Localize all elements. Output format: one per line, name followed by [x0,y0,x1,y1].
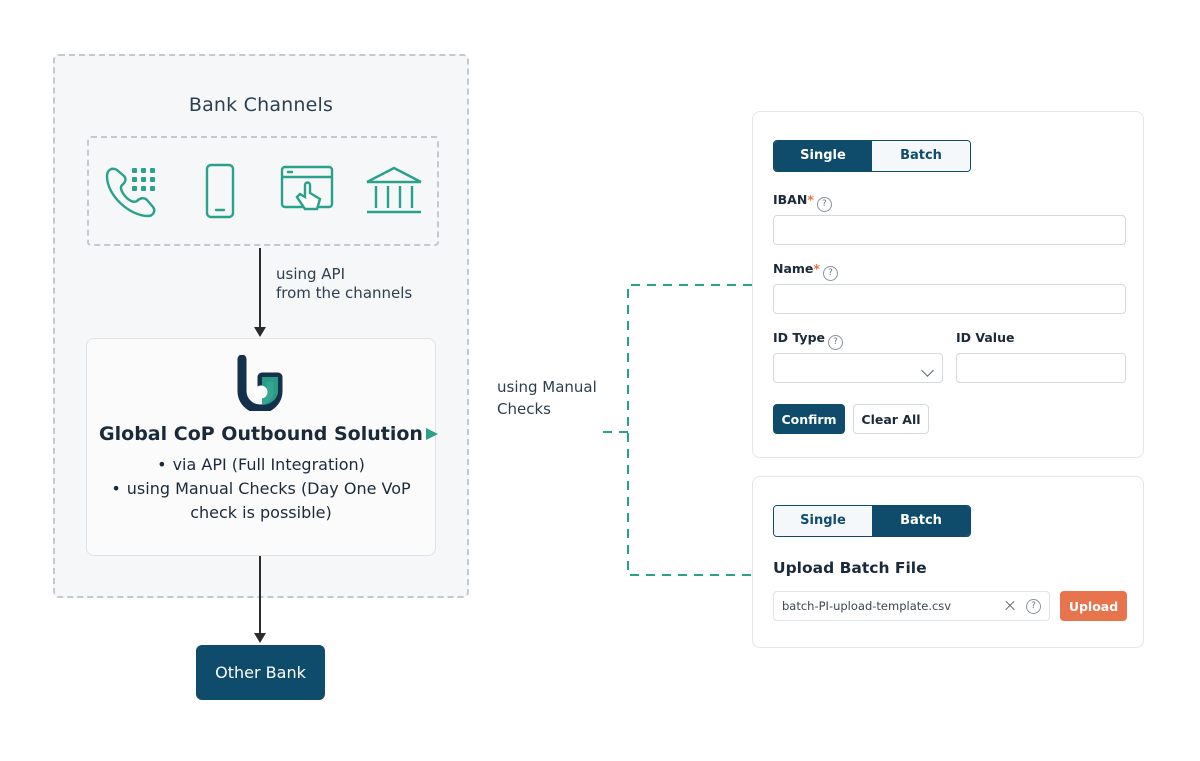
iban-required-mark: * [807,192,814,207]
id-type-help-icon[interactable]: ? [828,335,843,350]
id-value-input[interactable] [956,353,1126,383]
arrow-channels-to-solution [259,248,261,328]
manual-checks-label-line2: Checks [497,400,551,418]
id-type-label [773,330,843,350]
name-input[interactable] [773,284,1126,314]
id-type-label-text: ID Type [773,330,825,345]
list-item: • using Manual Checks (Day One VoP check is possible) [103,477,419,525]
chevron-down-icon [921,364,934,377]
tab-single[interactable]: Single [774,506,872,536]
other-bank-node [196,645,325,700]
batch-file-field[interactable] [773,591,1050,621]
batch-file-name: batch-PI-upload-template.csv [782,599,952,613]
manual-checks-arrowhead [424,424,444,444]
bank-channels-title: Bank Channels [188,94,334,116]
name-label-text: Name [773,261,814,276]
mobile-phone-icon [189,160,251,222]
phone-keypad-icon [102,160,164,222]
upload-batch-file-title: Upload Batch File [773,559,927,577]
manual-checks-label-line1: using Manual [497,378,597,396]
arrow-solution-to-other-bank [259,556,261,634]
close-icon[interactable] [1003,599,1017,613]
confirm-button[interactable]: Confirm [773,404,845,434]
manual-checks-label [497,376,597,420]
api-connector-label-line1: using API [276,265,346,283]
solution-bullet-list [103,453,419,525]
iban-label [773,192,832,212]
channels-icon-group [87,136,439,246]
iban-input[interactable] [773,215,1126,245]
name-help-icon[interactable]: ? [823,266,838,281]
api-connector-label-line2: from the channels [276,284,413,302]
iban-help-icon[interactable]: ? [817,197,832,212]
batch-panel-tabs [773,505,971,537]
batch-file-help-icon[interactable]: ? [1026,599,1041,614]
global-cop-solution-card [86,338,436,556]
api-connector-label [276,265,412,303]
touchscreen-kiosk-icon [276,160,338,222]
upload-button[interactable]: Upload [1060,591,1127,621]
tab-batch[interactable]: Batch [872,141,970,171]
clear-all-button[interactable]: Clear All [853,404,929,434]
batch-upload-panel [752,476,1144,648]
solution-title: Global CoP Outbound Solution [99,423,423,445]
id-type-select[interactable] [773,353,943,383]
single-panel-tabs [773,140,971,172]
id-value-label-text: ID Value [956,330,1015,345]
name-label [773,261,838,281]
single-check-panel [752,111,1144,458]
id-value-label [956,330,1014,345]
tab-single[interactable]: Single [774,141,872,171]
cop-logo-icon [87,355,435,411]
bank-building-icon [363,160,425,222]
tab-batch[interactable]: Batch [872,506,970,536]
list-item: • via API (Full Integration) [103,453,419,477]
other-bank-label: Other Bank [215,663,306,682]
iban-label-text: IBAN [773,192,808,207]
name-required-mark: * [813,261,820,276]
